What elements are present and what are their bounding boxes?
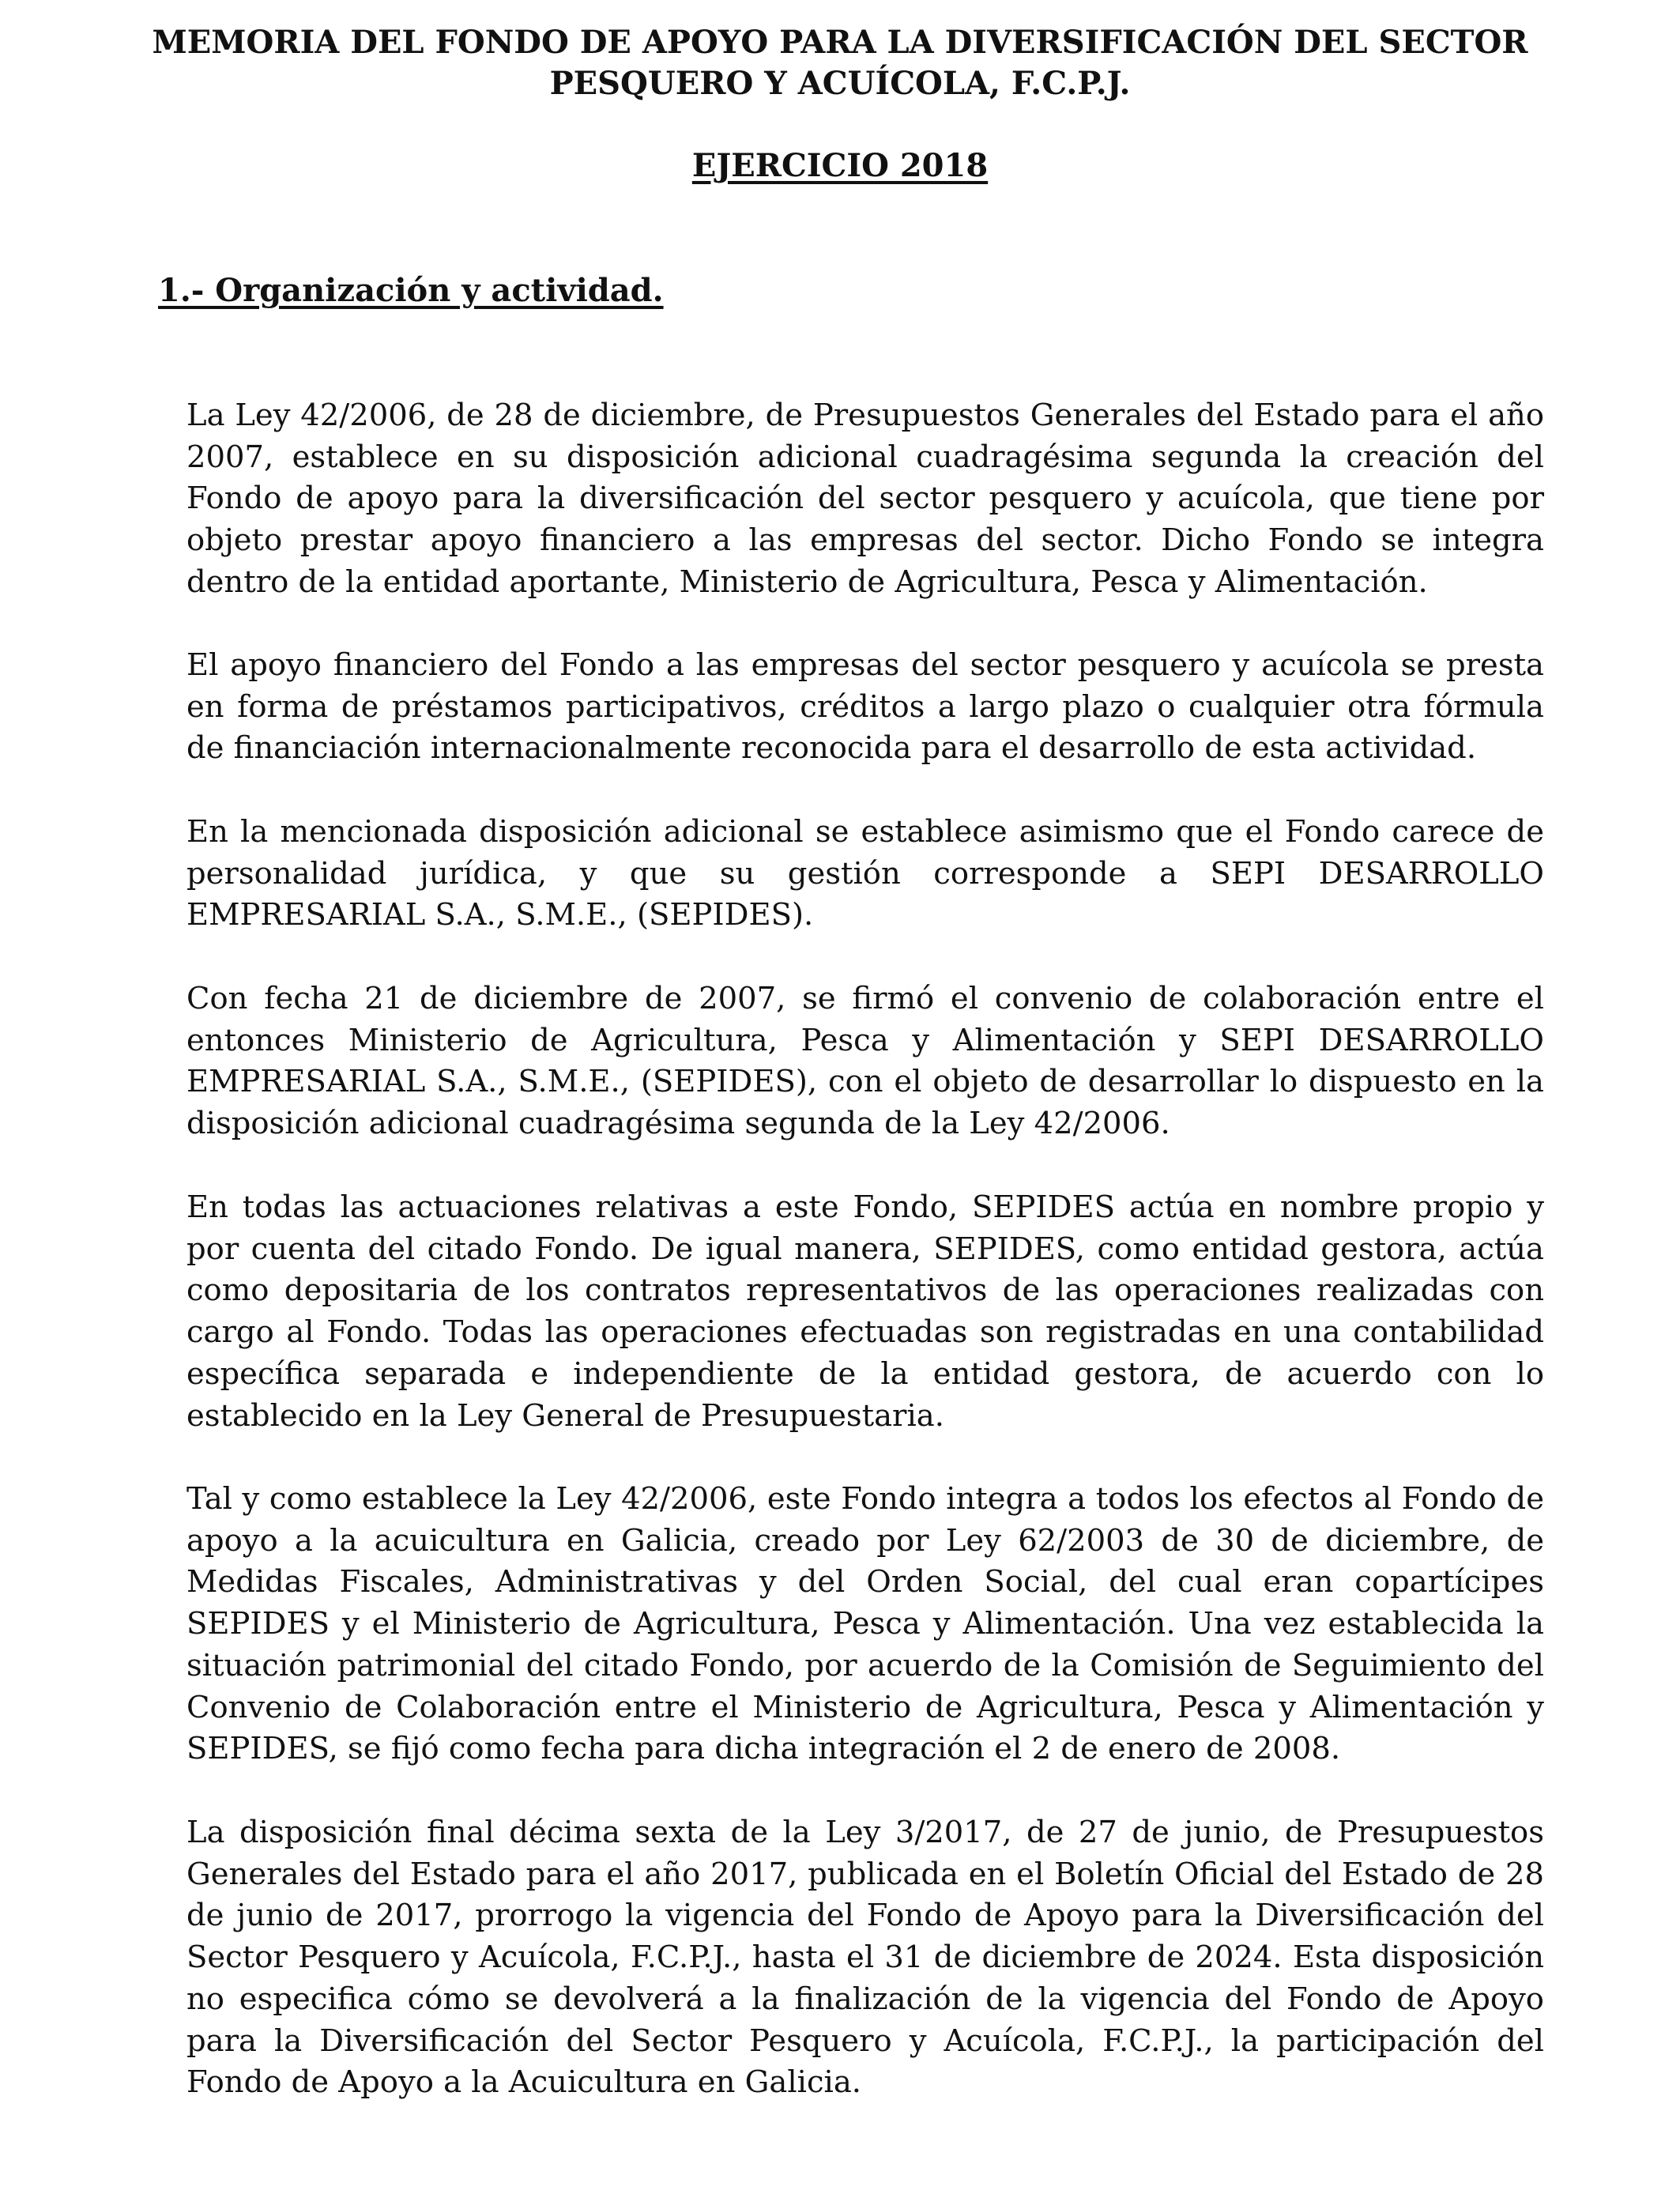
paragraph-2: El apoyo financiero del Fondo a las empresas del sector pesquero y acuícola se presta en forma de préstamos participativos, créditos a largo plazo o cualquier otra fórmula de financiación internacionalmente reconocida para el desarrollo de esta actividad. [186, 647, 1544, 767]
document-title: MEMORIA DEL FONDO DE APOYO PARA LA DIVERSIFICACIÓN DEL SECTOR PESQUERO Y ACUÍCOLA, F.C.P.J. [152, 24, 1528, 102]
fiscal-year-heading: EJERCICIO 2018 [691, 147, 989, 184]
paragraph-5: En todas las actuaciones relativas a este Fondo, SEPIDES actúa en nombre propio y por cuenta del citado Fondo. De igual manera, SEPIDES, como entidad gestora, actúa como depositaria de los contratos representativos de las operaciones realizadas con cargo al Fondo. Todas las operaciones efectuadas son registradas en una contabilidad específica separada e independiente de la entidad gestora, de acuerdo con lo establecido en la Ley General de Presupuestaria. [186, 1189, 1544, 1434]
paragraph-4: Con fecha 21 de diciembre de 2007, se firmó el convenio de colaboración entre el entonces Ministerio de Agricultura, Pesca y Alimentación y SEPI DESARROLLO EMPRESARIAL S.A., S.M.E., (SEPIDES), con el objeto de desarrollar lo dispuesto en la disposición adicional cuadragésima segunda de la Ley 42/2006. [186, 981, 1544, 1142]
paragraph-6: Tal y como establece la Ley 42/2006, este Fondo integra a todos los efectos al Fondo de apoyo a la acuicultura en Galicia, creado por Ley 62/2003 de 30 de diciembre, de Medidas Fiscales, Administrativas y del Orden Social, del cual eran copartícipes SEPIDES y el Ministerio de Agricultura, Pesca y Alimentación. Una vez establecida la situación patrimonial del citado Fondo, por acuerdo de la Comisión de Seguimiento del Convenio de Colaboración entre el Ministerio de Agricultura, Pesca y Alimentación y SEPIDES, se fijó como fecha para dicha integración el 2 de enero de 2008. [186, 1481, 1544, 1767]
paragraph-7: La disposición final décima sexta de la Ley 3/2017, de 27 de junio, de Presupuestos Generales del Estado para el año 2017, publicada en el Boletín Oficial del Estado de 28 de junio de 2017, prorrogo la vigencia del Fondo de Apoyo para la Diversificación del Sector Pesquero y Acuícola, F.C.P.J., hasta el 31 de diciembre de 2024. Esta disposición no especifica cómo se devolverá a la finalización de la vigencia del Fondo de Apoyo para la Diversificación del Sector Pesquero y Acuícola, F.C.P.J., la participación del Fondo de Apoyo a la Acuicultura en Galicia. [186, 1815, 1544, 2101]
section-heading: 1.- Organización y actividad. [158, 272, 664, 309]
paragraph-3: En la mencionada disposición adicional se establece asimismo que el Fondo carece de personalidad jurídica, y que su gestión corresponde a SEPI DESARROLLO EMPRESARIAL S.A., S.M.E., (SEPIDES). [186, 814, 1544, 933]
paragraph-1: La Ley 42/2006, de 28 de diciembre, de Presupuestos Generales del Estado para el año 2007, establece en su disposición adicional cuadragésima segunda la creación del Fondo de apoyo para la diversificación del sector pesquero y acuícola, que tiene por objeto prestar apoyo financiero a las empresas del sector. Dicho Fondo se integra dentro de la entidad aportante, Ministerio de Agricultura, Pesca y Alimentación. [186, 398, 1544, 600]
